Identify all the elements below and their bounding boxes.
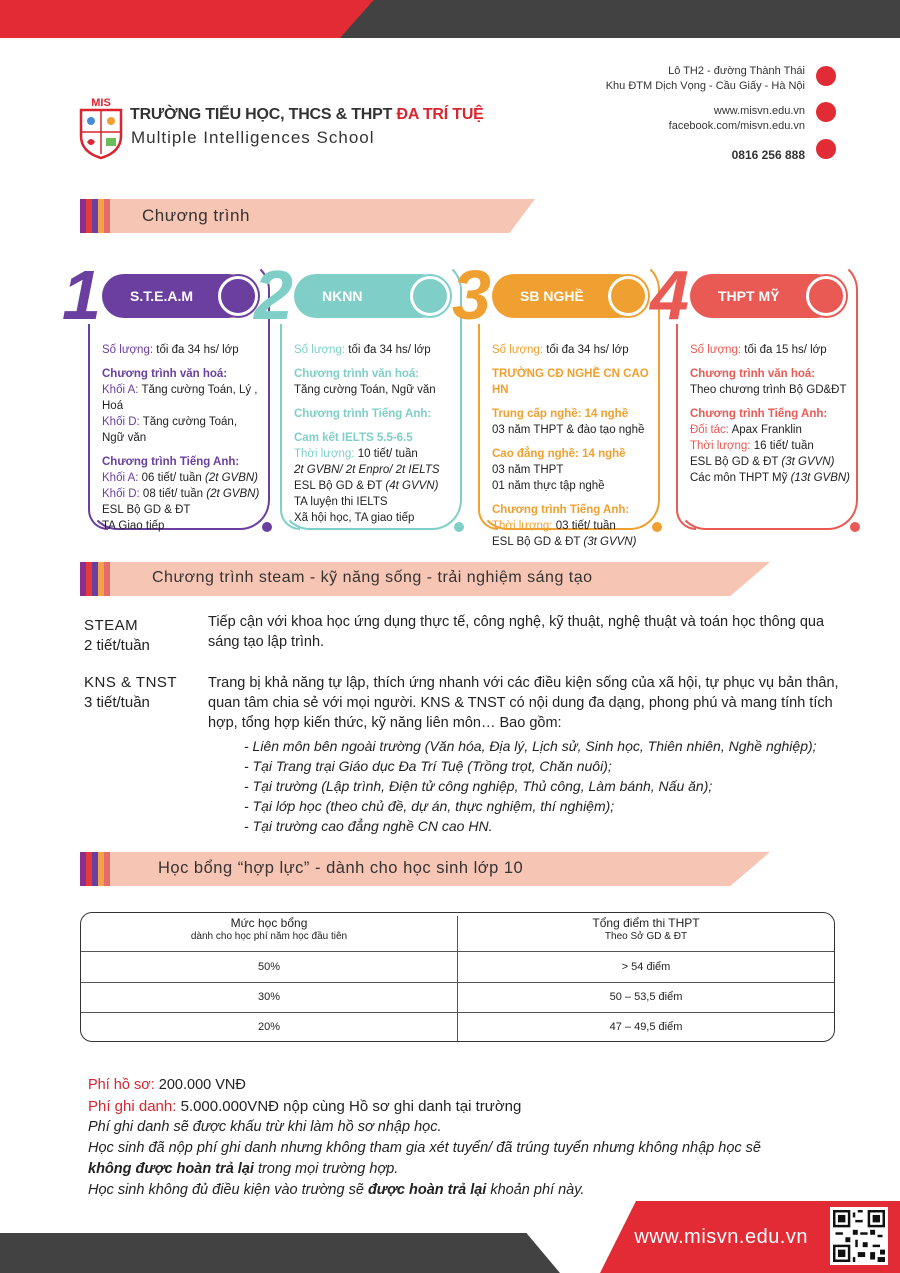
col2-title: Tổng điểm thi THPT — [592, 916, 700, 930]
program-heading: Chương trình văn hoá: — [690, 368, 816, 380]
banner-steam-title: Chương trình steam - kỹ năng sống - trải nghiệm sáng tạo — [152, 569, 593, 586]
school-name-en: Multiple Intelligences School — [131, 128, 375, 147]
program-number: 2 — [254, 256, 293, 334]
footer-website-link[interactable]: www.misvn.edu.vn — [634, 1226, 808, 1248]
program-line: TA Giao tiếp — [102, 520, 165, 532]
program-name: THPT MỸ — [718, 288, 780, 304]
school-logo — [78, 96, 124, 160]
register-fee: Phí ghi danh: 5.000.000VNĐ nộp cùng Hồ sơ ghi danh tại trường — [88, 1098, 522, 1115]
steam-text: Tiếp cận với khoa học ứng dụng thực tế, công nghệ, kỹ thuật, nghệ thuật và toán học thông qua sáng tạo lập trình. — [208, 614, 825, 650]
table-row: 20% 47 – 49,5 điểm — [81, 1012, 834, 1042]
program-line: 03 năm THPT — [492, 464, 564, 476]
program-line: 03 năm THPT & đào tạo nghề — [492, 424, 645, 436]
banner-stripes — [80, 199, 110, 233]
kns-bullet-list — [244, 736, 884, 836]
banner-program-title: Chương trình — [142, 206, 250, 225]
list-item: - Tại lớp học (theo chủ đề, dự án, thực nghiệm, thí nghiệm); — [244, 798, 615, 814]
program-number: 4 — [650, 256, 689, 334]
top-dark-bar — [340, 0, 900, 38]
program-heading: Chương trình văn hoá: — [102, 368, 228, 380]
globe-icon — [816, 102, 836, 122]
program-line: ESL Bộ GD & ĐT (3t GVVN) — [690, 456, 835, 468]
program-line: ESL Bộ GD & ĐT (3t GVVN) — [492, 536, 637, 548]
school-name: TRƯỜNG TIỂU HỌC, THCS & THPT ĐA TRÍ TUỆ — [130, 106, 484, 123]
program-heading: Cao đẳng nghề: 14 nghề — [492, 448, 626, 460]
program-line: Số lượng: tối đa 34 hs/ lớp — [294, 344, 431, 356]
program-line: Xã hội học, TA giao tiếp — [294, 512, 415, 524]
program-card — [62, 254, 270, 544]
fee-note-2: Học sinh đã nộp phí ghi danh nhưng không tham gia xét tuyển/ đã trúng tuyển nhưng không nhập học sẽ không được hoàn trả lại trong mọi trường hợp. — [88, 1140, 761, 1177]
program-line: Thời lượng: 16 tiết/ tuần — [690, 440, 814, 452]
program-line: Số lượng: tối đa 15 hs/ lớp — [690, 344, 827, 356]
col1-sub: dành cho học phí năm học đầu tiên — [190, 931, 348, 942]
table-header — [81, 913, 834, 951]
program-line: Số lượng: tối đa 34 hs/ lớp — [102, 344, 239, 356]
banner-program — [80, 199, 535, 233]
program-line: 2t GVBN/ 2t Enpro/ 2t IELTS — [294, 464, 440, 476]
program-line: Khối A: 06 tiết/ tuần (2t GVBN) — [102, 472, 259, 484]
list-item: - Tại trường (Lập trình, Điện tử công nghiệp, Thủ công, Làm bánh, Nấu ăn); — [244, 778, 713, 794]
program-details — [690, 342, 850, 486]
program-card — [452, 254, 660, 548]
program-line: Số lượng: tối đa 34 hs/ lớp — [492, 344, 629, 356]
kns-label: KNS & TNST 3 tiết/tuần — [84, 674, 178, 711]
table-row: 50% > 54 điểm — [81, 951, 834, 982]
banner-steam — [80, 562, 770, 596]
address-line-2: Khu ĐTM Dịch Vọng - Cầu Giấy - Hà Nội — [605, 80, 805, 92]
facebook-link[interactable]: facebook.com/misvn.edu.vn — [668, 120, 805, 132]
list-item: - Tại Trang trại Giáo dục Đa Trí Tuệ (Trồng trọt, Chăn nuôi); — [244, 758, 612, 774]
program-line: ESL Bộ GD & ĐT (4t GVVN) — [294, 480, 439, 492]
fees-block — [88, 1075, 848, 1201]
program-line: TA luyện thi IELTS — [294, 496, 388, 508]
program-heading: Chương trình Tiếng Anh: — [102, 456, 240, 468]
program-heading: Chương trình Tiếng Anh: — [492, 504, 630, 516]
program-card — [254, 254, 462, 544]
col1-title: Mức học bổng — [230, 916, 308, 930]
banner-scholarship-title: Học bổng “hợp lực” - dành cho học sinh lớp 10 — [158, 859, 524, 877]
list-item: - Tại trường cao đẳng nghề CN cao HN. — [244, 818, 493, 834]
program-heading: TRƯỜNG CĐ NGHỀ CN CAO HN — [492, 368, 649, 396]
fee-note-1: Phí ghi danh sẽ được khấu trừ khi làm hồ sơ nhập học. — [88, 1119, 442, 1135]
program-line: Đối tác: Apax Franklin — [690, 424, 802, 436]
profile-fee: Phí hồ sơ: 200.000 VNĐ — [88, 1077, 246, 1093]
program-name: S.T.E.A.M — [130, 288, 194, 304]
kns-text: Trang bị khả năng tự lập, thích ứng nhanh với các điều kiện sống của xã hội, tự phục vụ bản thân, quan tâm chia sẻ với mọi người. KNS & TNST có nội dung đa dạng, phong phú và mang tính tích hợp, tổng hợp kiến thức, kỹ năng liên môn… Bao gồm: — [208, 675, 839, 731]
program-line: Thời lượng: 10 tiết/ tuần — [294, 448, 418, 460]
program-line: 01 năm thực tập nghề — [492, 480, 605, 492]
program-line: Các môn THPT Mỹ (13t GVBN) — [690, 472, 850, 484]
steam-label: STEAM 2 tiết/tuần — [84, 617, 150, 654]
program-number: 3 — [452, 256, 491, 334]
program-details — [294, 342, 454, 526]
program-line: Khối D: 08 tiết/ tuần (2t GVBN) — [102, 488, 260, 500]
col2-sub: Theo Sở GD & ĐT — [604, 931, 688, 942]
program-line: Khối A: Tăng cường Toán, Lý , Hoá — [102, 384, 258, 412]
program-line: Khối D: Tăng cường Toán, Ngữ văn — [102, 416, 238, 444]
location-pin-icon — [816, 66, 836, 86]
qr-code-icon — [830, 1207, 888, 1265]
program-name: SB NGHỀ — [520, 288, 584, 304]
banner-scholarship — [80, 852, 770, 886]
program-line: ESL Bộ GD & ĐT — [102, 504, 191, 516]
scholarship-table — [80, 912, 835, 1042]
program-details — [492, 342, 652, 550]
website-link[interactable]: www.misvn.edu.vn — [713, 105, 805, 117]
program-details — [102, 342, 262, 534]
phone-number[interactable]: 0816 256 888 — [731, 148, 805, 162]
logo-text: MIS — [91, 97, 111, 109]
program-line: Tăng cường Toán, Ngữ văn — [294, 384, 436, 396]
program-line: Theo chương trình Bộ GD&ĐT — [690, 384, 847, 396]
program-name: NKNN — [322, 288, 363, 304]
fee-note-3: Học sinh không đủ điều kiện vào trường sẽ được hoàn trả lại khoản phí này. — [88, 1182, 585, 1198]
program-heading: Trung cấp nghề: 14 nghề — [492, 408, 629, 420]
contact-block — [606, 64, 805, 166]
program-heading: Chương trình văn hoá: — [294, 368, 420, 380]
program-line: Thời lượng: 03 tiết/ tuần — [492, 520, 616, 532]
list-item: - Liên môn bên ngoài trường (Văn hóa, Địa lý, Lịch sử, Sinh học, Thiên nhiên, Nghề nghiệp); — [244, 738, 817, 754]
program-heading: Chương trình Tiếng Anh: — [294, 408, 432, 420]
program-heading: Cam kết IELTS 5.5-6.5 — [294, 432, 413, 444]
program-heading: Chương trình Tiếng Anh: — [690, 408, 828, 420]
program-card — [650, 254, 858, 544]
program-number: 1 — [62, 256, 101, 334]
address-line-1: Lô TH2 - đường Thành Thái — [668, 65, 805, 77]
table-row: 30% 50 – 53,5 điểm — [81, 982, 834, 1012]
phone-icon — [816, 139, 836, 159]
footer-dark-bar — [0, 1233, 560, 1273]
